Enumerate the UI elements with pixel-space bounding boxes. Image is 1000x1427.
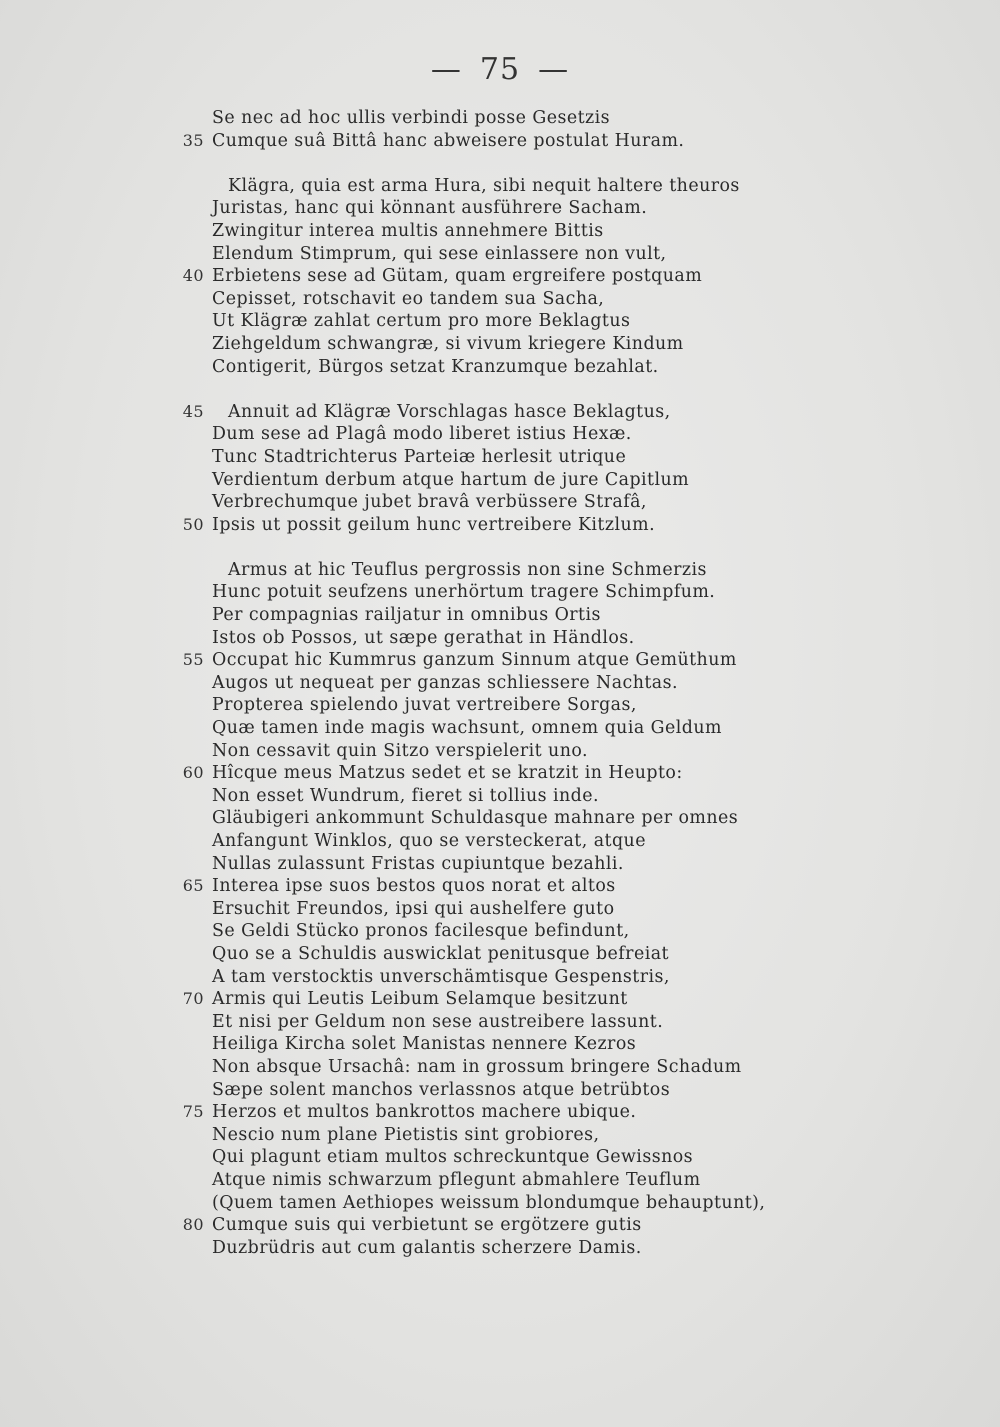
verse-line (0, 265, 1000, 288)
verse-text: Annuit ad Klägræ Vorschlagas hasce Beklagtus, (228, 401, 671, 422)
header-dash-left: — (430, 52, 462, 87)
verse-line (0, 175, 1000, 198)
verse-line (0, 469, 1000, 492)
verse-text: Augos ut nequeat per ganzas schliessere Nachtas. (212, 672, 678, 693)
line-number: 80 (182, 1215, 204, 1235)
verse-text: Non cessavit quin Sitzo verspielerit uno. (212, 740, 588, 761)
verse-text: Se Geldi Stücko pronos facilesque befindunt, (212, 921, 630, 942)
verse-line (0, 310, 1000, 333)
verse-text: Propterea spielendo juvat vertreibere Sorgas, (212, 695, 637, 716)
verse-line (0, 107, 1000, 130)
verse-line (0, 1192, 1000, 1215)
verse-text: Cumque suis qui verbietunt se ergötzere gutis (212, 1215, 642, 1236)
verse-text: Nescio num plane Pietistis sint grobiores, (212, 1124, 600, 1145)
verse-line (0, 762, 1000, 785)
verse-line (0, 401, 1000, 424)
verse-line (0, 672, 1000, 695)
verse-line (0, 423, 1000, 446)
verse-line (0, 1169, 1000, 1192)
verse-text: Elendum Stimprum, qui sese einlassere non vult, (212, 243, 667, 264)
verse-line (0, 288, 1000, 311)
verse-line (0, 1033, 1000, 1056)
verse-text: Se nec ad hoc ullis verbindi posse Gesetzis (212, 108, 611, 128)
verse-text: Occupat hic Kummrus ganzum Sinnum atque Gemüthum (212, 650, 737, 671)
verse-text: Per compagnias railjatur in omnibus Ortis (212, 605, 601, 626)
verse-line (0, 1011, 1000, 1034)
verse-line (0, 514, 1000, 537)
verse-line (0, 920, 1000, 943)
verse-line (0, 717, 1000, 740)
line-number: 45 (182, 401, 204, 421)
verse-text: Duzbrüdris aut cum galantis scherzere Damis. (212, 1237, 642, 1258)
verse-text: Ziehgeldum schwangræ, si vivum kriegere Kindum (212, 333, 684, 354)
line-number: 35 (182, 130, 204, 150)
verse-line (0, 446, 1000, 469)
verse-text: Sæpe solent manchos verlassnos atque betrübtos (212, 1079, 671, 1100)
verse-text: Interea ipse suos bestos quos norat et altos (212, 876, 616, 897)
verse-line (0, 197, 1000, 220)
line-number: 55 (182, 650, 204, 670)
verse-text: Ersuchit Freundos, ipsi qui aushelfere guto (212, 898, 615, 919)
verse-text: Hîcque meus Matzus sedet et se kratzit in Heupto: (212, 763, 683, 784)
verse-line (0, 1237, 1000, 1260)
verse-line (0, 220, 1000, 243)
verse-text: Klägra, quia est arma Hura, sibi nequit haltere theuros (228, 175, 740, 196)
line-number: 40 (182, 266, 204, 286)
verse-text: Hunc potuit seufzens unerhörtum tragere Schimpfum. (212, 582, 716, 603)
verse-line (0, 1146, 1000, 1169)
verse-line (0, 807, 1000, 830)
verse-text: Non esset Wundrum, fieret si tollius inde. (212, 785, 599, 806)
verse-line (0, 1124, 1000, 1147)
verse-text: Ipsis ut possit geilum hunc vertreibere Kitzlum. (212, 514, 656, 535)
verse-line (0, 875, 1000, 898)
verse-line (0, 356, 1000, 379)
verse-text: Verbrechumque jubet bravâ verbüssere Strafâ, (212, 492, 647, 513)
verse-text: Atque nimis schwarzum pflegunt abmahlere Teuflum (212, 1169, 701, 1190)
verse-text: Armus at hic Teuflus pergrossis non sine Schmerzis (228, 559, 707, 580)
verse-text: Quo se a Schuldis auswicklat penitusque befreiat (212, 943, 669, 964)
verse-line (0, 1214, 1000, 1237)
verse-line (0, 559, 1000, 582)
verse-line (0, 1079, 1000, 1102)
verse-line (0, 333, 1000, 356)
verse-line (0, 604, 1000, 627)
verse-line (0, 694, 1000, 717)
verse-text: Zwingitur interea multis annehmere Bittis (212, 220, 604, 241)
verse-text: Contigerit, Bürgos setzat Kranzumque bezahlat. (212, 356, 659, 377)
verse-text: Cumque suâ Bittâ hanc abweisere postulat Huram. (212, 130, 685, 151)
verse-line (0, 491, 1000, 514)
verse-line (0, 649, 1000, 672)
line-number: 70 (182, 989, 204, 1009)
verse-line (0, 740, 1000, 763)
verse-text: A tam verstocktis unverschämtisque Gespenstris, (212, 966, 670, 987)
verse-text: Et nisi per Geldum non sese austreibere lassunt. (212, 1011, 664, 1032)
page-number: 75 (479, 52, 521, 87)
verse-line (0, 627, 1000, 650)
verse-text: (Quem tamen Aethiopes weissum blondumque behauptunt), (212, 1192, 766, 1213)
stanza-gap (0, 152, 1000, 175)
header-dash-right: — (538, 52, 570, 87)
verse-text: Quæ tamen inde magis wachsunt, omnem quia Geldum (212, 718, 722, 739)
verse-text: Ut Klägræ zahlat certum pro more Beklagtus (212, 311, 631, 332)
verse-text: Dum sese ad Plagâ modo liberet istius Hexæ. (212, 424, 632, 445)
verse-text: Armis qui Leutis Leibum Selamque besitzunt (212, 989, 628, 1010)
verse-text: Tunc Stadtrichterus Parteiæ herlesit utrique (212, 446, 627, 467)
verse-text: Nullas zulassunt Fristas cupiuntque bezahli. (212, 853, 624, 874)
verse-line (0, 853, 1000, 876)
line-number: 75 (182, 1102, 204, 1122)
verse-line (0, 130, 1000, 153)
verse-text: Herzos et multos bankrottos machere ubique. (212, 1102, 637, 1123)
verse-line (0, 581, 1000, 604)
stanza-gap (0, 536, 1000, 559)
verse-text: Heiliga Kircha solet Manistas nennere Kezros (212, 1034, 637, 1055)
poem-body (0, 107, 1000, 1259)
verse-text: Istos ob Possos, ut sæpe gerathat in Händlos. (212, 627, 635, 648)
verse-line (0, 898, 1000, 921)
verse-line (0, 243, 1000, 266)
verse-text: Gläubigeri ankommunt Schuldasque mahnare per omnes (212, 808, 739, 829)
verse-text: Erbietens sese ad Gütam, quam ergreifere postquam (212, 266, 703, 287)
verse-text: Cepisset, rotschavit eo tandem sua Sacha, (212, 288, 605, 309)
verse-text: Qui plagunt etiam multos schreckuntque Gewissnos (212, 1147, 694, 1168)
verse-line (0, 1101, 1000, 1124)
verse-line (0, 966, 1000, 989)
verse-text: Non absque Ursachâ: nam in grossum bringere Schadum (212, 1056, 742, 1077)
stanza-gap (0, 378, 1000, 401)
verse-line (0, 988, 1000, 1011)
verse-line (0, 943, 1000, 966)
verse-text: Juristas, hanc qui könnant ausführere Sacham. (212, 198, 648, 219)
verse-text: Anfangunt Winklos, quo se versteckerat, atque (212, 831, 646, 851)
line-number: 65 (182, 876, 204, 896)
verse-line (0, 785, 1000, 808)
line-number: 60 (182, 763, 204, 783)
page-header (0, 52, 1000, 87)
line-number: 50 (182, 514, 204, 534)
verse-line (0, 1056, 1000, 1079)
verse-line (0, 830, 1000, 853)
verse-text: Verdientum derbum atque hartum de jure Capitlum (212, 469, 690, 490)
